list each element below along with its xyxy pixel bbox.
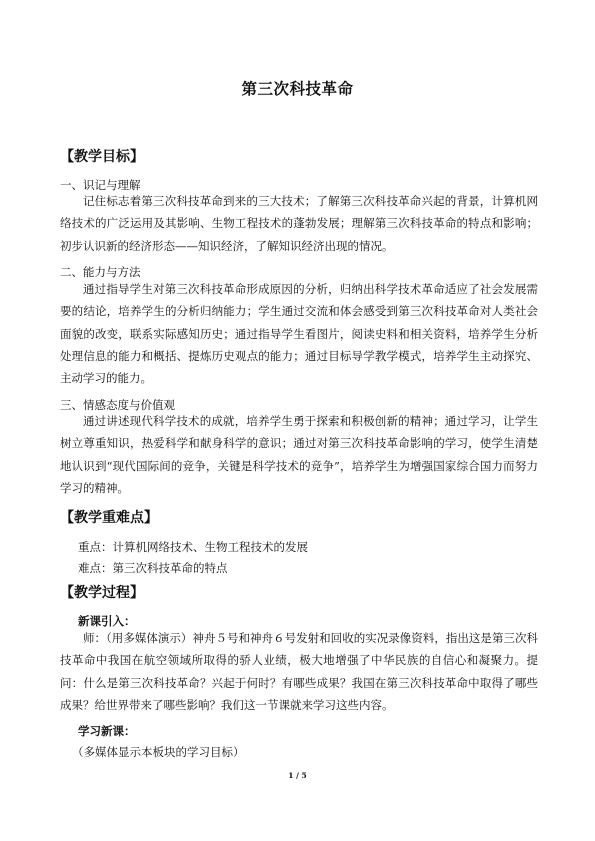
paragraph-memory: 记住标志着第三次科技革命到来的三大技术；了解第三次科技革命兴起的背景，计算机网络技术的广泛运用及其影响、生物工程技术的蓬勃发展；理解第三次科技革命的特点和影响；初步认识新的经济形态——知识经济，了解知识经济出现的情况。 [60,194,538,253]
paragraph-ability: 通过指导学生对第三次科技革命形成原因的分析，归纳出科学技术革命适应了社会发展需要的结论，培养学生的分析归纳能力；学生通过交流和体会感受到第三次科技革命对人类社会面貌的改变，联系实际感知历史；通过指导学生看图片，阅读史料和相关资料，培养学生分析处理信息的能力和概括、提炼历史观点的能力；通过目标导学教学模式，培养学生主动探究、主动学习的能力。 [60,282,538,386]
subheading-attitude: 三、情感态度与价值观 [60,398,175,412]
new-lesson-label: 学习新课： [78,724,136,738]
subheading-memory: 一、识记与理解 [60,178,141,192]
intro-paragraph: 师：（用多媒体演示）神舟５号和神舟６号发射和回收的实况录像资料，指出这是第三次科技革命中我国在航空领域所取得的骄人业绩，极大地增强了中华民族的自信心和凝聚力。提问：什么是第三次科技革命？兴起于何时？有哪些成果？我国在第三次科技革命中取得了哪些成果？给世界带来了哪些影响？我们这一节课就来学习这些内容。 [60,631,538,712]
section-heading-keypoints: 【教学重难点】 [60,510,158,526]
document-title: 第三次科技革命 [241,80,354,98]
key-focus: 重点：计算机网络技术、生物工程技术的发展 [78,540,308,554]
section-heading-objectives: 【教学目标】 [60,149,144,165]
intro-label: 新课引入： [78,614,136,628]
page-number: 1 / 5 [288,771,307,780]
new-lesson-note: （多媒体显示本板块的学习目标） [72,745,245,759]
section-heading-process: 【教学过程】 [60,585,144,601]
subheading-ability: 二、能力与方法 [60,265,141,279]
key-difficulty: 难点：第三次科技革命的特点 [78,561,228,575]
paragraph-attitude: 通过讲述现代科学技术的成就，培养学生勇于探索和积极创新的精神；通过学习，让学生树立尊重知识，热爱科学和献身科学的意识；通过对第三次科技革命影响的学习，使学生清楚地认识到“现代国际间的竞争，关键是科学技术的竞争”，培养学生为增强国家综合国力而努力学习的精神。 [60,414,538,495]
